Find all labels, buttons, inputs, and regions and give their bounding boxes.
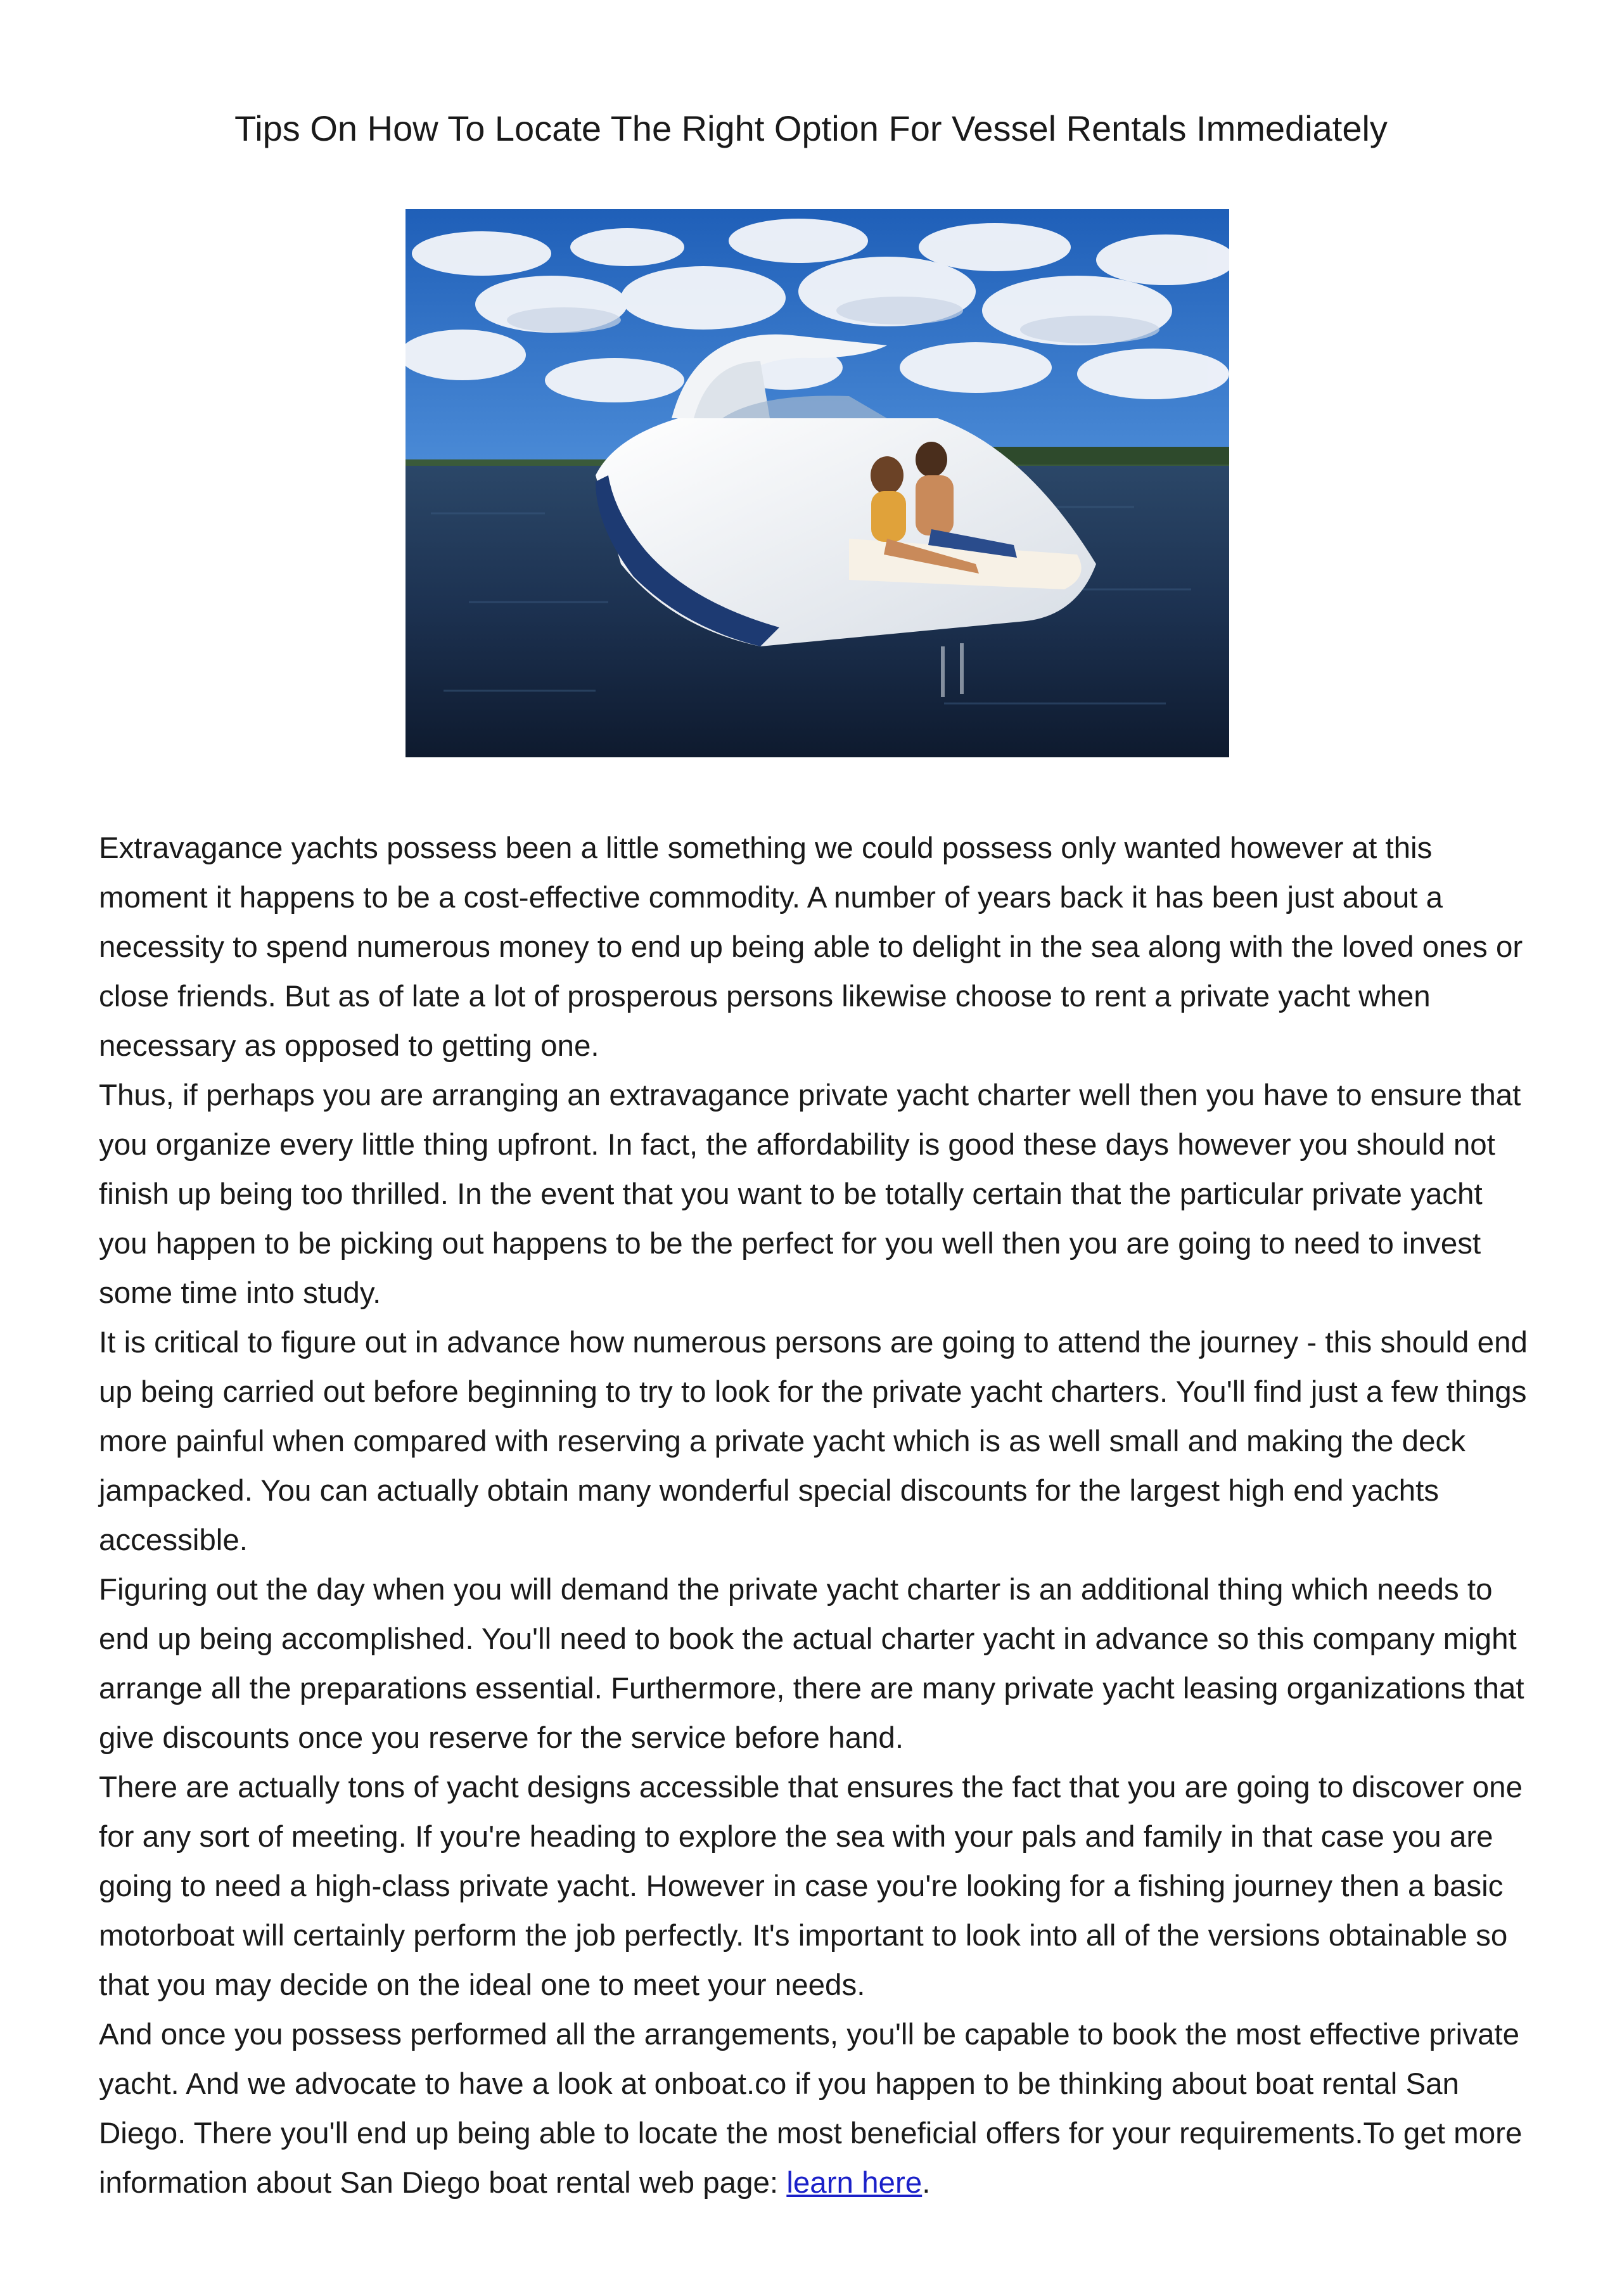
boat-photo-illustration (406, 209, 1229, 757)
paragraph: It is critical to figure out in advance how numerous persons are going to attend the journey - this should end up being carried out before beginning to try to look for the private yacht charters. You'll find just a few things more painful when compared with reserving a private yacht which is as well small and making the deck jampacked. You can actually obtain many wonderful special discounts for the largest high end yachts accessible. (99, 1326, 1528, 1557)
article-body (99, 824, 1537, 2208)
paragraph: Extravagance yachts possess been a little something we could possess only wanted however at this moment it happens to be a cost-effective commodity. A number of years back it has been just about a necessity to spend numerous money to end up being able to delight in the sea along with the loved ones or close friends. But as of late a lot of prosperous persons likewise choose to rent a private yacht when necessary as opposed to getting one. (99, 831, 1523, 1063)
page-title: Tips On How To Locate The Right Option For Vessel Rentals Immediately (234, 108, 1388, 148)
paragraph: There are actually tons of yacht designs accessible that ensures the fact that you are going to discover one for any sort of meeting. If you're heading to explore the sea with your pals and family in that case you are going to need a high-class private yacht. However in case you're looking for a fishing journey then a basic motorboat will certainly perform the job perfectly. It's important to look into all of the versions obtainable so that you may decide on the ideal one to meet your needs. (99, 1771, 1523, 2002)
final-paragraph (99, 2010, 1537, 2208)
final-paragraph-text: And once you possess performed all the arrangements, you'll be capable to book the most effective private yacht. And we advocate to have a look at onboat.co if you happen to be thinking about boat rental San Diego. There you'll end up being able to locate the most beneficial offers for your requirements.To get more information about San Diego boat rental web page: (99, 2018, 1523, 2200)
learn-here-link[interactable]: learn here (786, 2166, 923, 2200)
paragraph: Figuring out the day when you will demand the private yacht charter is an additional thing which needs to end up being accomplished. You'll need to book the actual charter yacht in advance so this company might arrange all the preparations essential. Furthermore, there are many private yacht leasing organizations that give discounts once you reserve for the service before hand. (99, 1573, 1524, 1755)
paragraph: Thus, if perhaps you are arranging an extravagance private yacht charter well then you have to ensure that you organize every little thing upfront. In fact, the affordability is good these days however you should not finish up being too thrilled. In the event that you want to be totally certain that the particular private yacht you happen to be picking out happens to be the perfect for you well then you are going to need to invest some time into study. (99, 1079, 1521, 1310)
final-period: . (922, 2166, 931, 2200)
boat-photo (406, 209, 1229, 757)
